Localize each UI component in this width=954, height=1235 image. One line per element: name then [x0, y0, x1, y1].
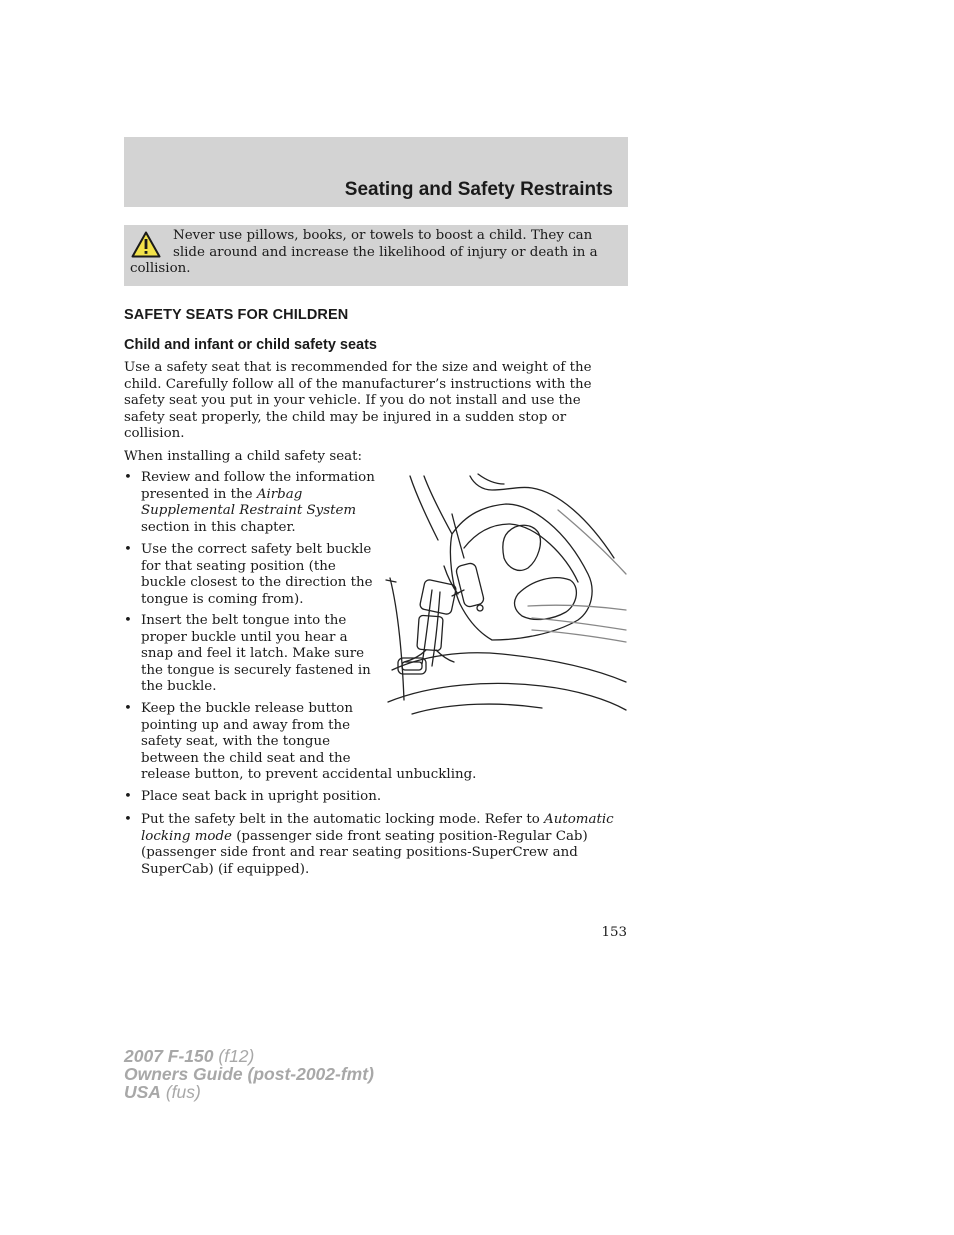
sub-heading: Child and infant or child safety seats — [124, 337, 377, 353]
document-footer: 2007 F-150 (f12) Owners Guide (post-2002-fmt) USA (fus) — [124, 1046, 374, 1102]
page-title: Seating and Safety Restraints — [344, 179, 613, 200]
child-seat-buckle-illustration — [382, 470, 630, 732]
when-installing-text: When installing a child safety seat: — [124, 449, 363, 464]
intro-paragraph: Use a safety seat that is recommended for the size and weight of the child. Carefully follow all of the manufacturer’s instructions with the safety seat you put in your vehicle. If you do not install and use the safety seat properly, the child may be injured in a sudden stop or collision. — [124, 360, 592, 441]
warning-text: Never use pillows, books, or towels to boost a child. They can slide around and increase the likelihood of injury or death in a collision. — [130, 228, 598, 276]
page-number: 153 — [601, 925, 627, 940]
warning-box — [124, 225, 628, 286]
section-header-band — [124, 137, 628, 207]
section-heading: SAFETY SEATS FOR CHILDREN — [124, 307, 349, 323]
